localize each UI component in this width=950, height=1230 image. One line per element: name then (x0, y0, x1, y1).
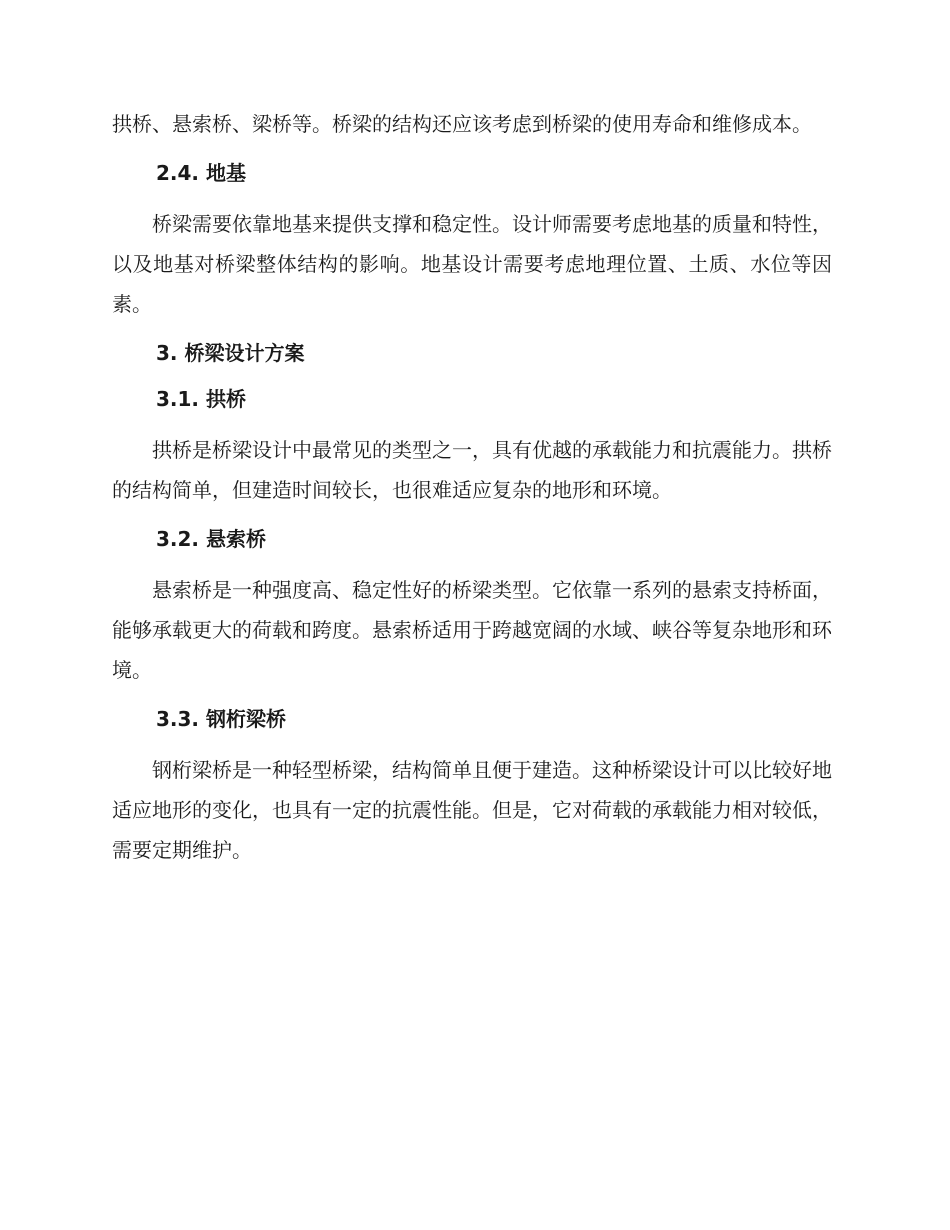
paragraph-steel-truss-bridge: 钢桁梁桥是一种轻型桥梁，结构简单且便于建造。这种桥梁设计可以比较好地适应地形的变化，也具有一定的抗震性能。但是，它对荷载的承载能力相对较低，需要定期维护。 (112, 758, 832, 862)
heading-3-2-suspension-bridge: 3.2. 悬索桥 (156, 527, 266, 551)
paragraph-suspension-bridge: 悬索桥是一种强度高、稳定性好的桥梁类型。它依靠一系列的悬索支持桥面，能够承载更大的荷载和跨度。悬索桥适用于跨越宽阔的水域、峡谷等复杂地形和环境。 (112, 578, 832, 682)
heading-3-3-steel-truss-bridge: 3.3. 钢桁梁桥 (156, 707, 286, 731)
paragraph-arch-bridge: 拱桥是桥梁设计中最常见的类型之一，具有优越的承载能力和抗震能力。拱桥的结构简单，但建造时间较长，也很难适应复杂的地形和环境。 (112, 438, 832, 502)
paragraph-bridge-structure-end: 拱桥、悬索桥、梁桥等。桥梁的结构还应该考虑到桥梁的使用寿命和维修成本。 (112, 112, 812, 136)
paragraph-foundation: 桥梁需要依靠地基来提供支撑和稳定性。设计师需要考虑地基的质量和特性，以及地基对桥梁整体结构的影响。地基设计需要考虑地理位置、土质、水位等因素。 (112, 212, 832, 316)
document-page (112, 104, 832, 870)
heading-2-4-foundation: 2.4. 地基 (156, 161, 246, 185)
heading-3-1-arch-bridge: 3.1. 拱桥 (156, 387, 246, 411)
heading-3-design-plans: 3. 桥梁设计方案 (156, 341, 305, 365)
